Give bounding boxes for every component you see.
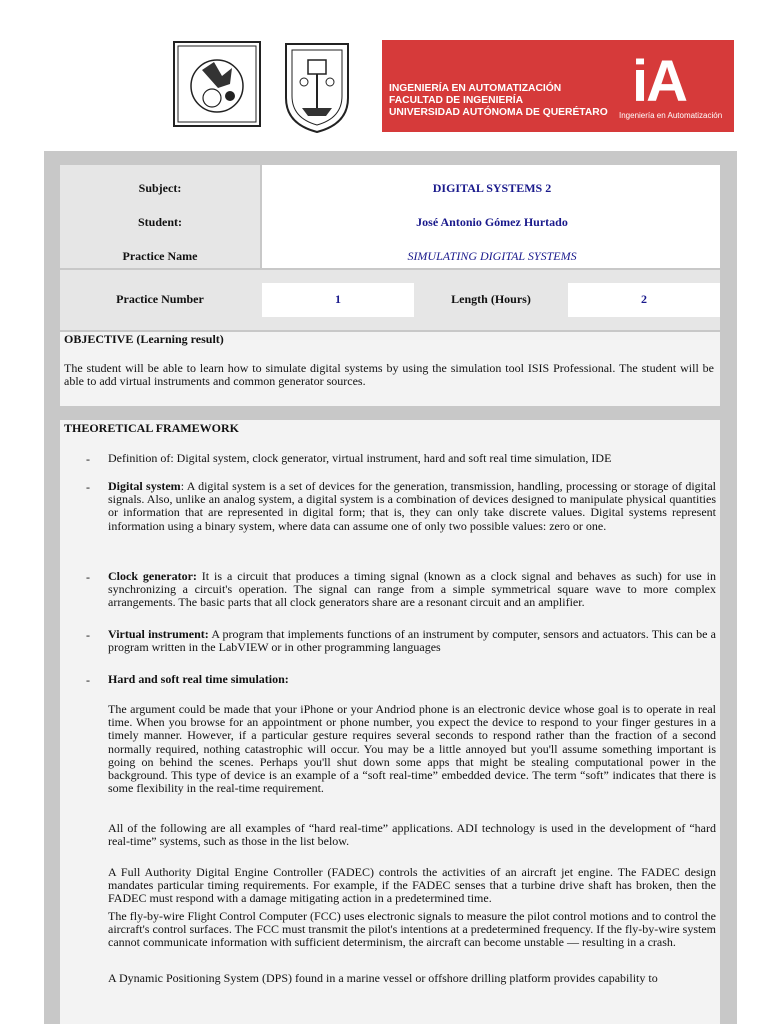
clock-generator-text: It is a circuit that produces a timing signal (known as a clock signal and behaves as such) for use in synchronizing a circuit's operation. The signal can range from a simple symmetrical square wave to more complex arrangements. The basic parts that all clock generators share are a resonant circuit and an amplifier. [108, 569, 716, 610]
real-time-paragraph-1: The argument could be made that your iPhone or your Andriod phone is an electronic device whose goal is to operate in real time. When you browse for an appointment or phone number, you expect the device to respond to your finger gestures in a timely manner. However, if a particular gesture requires several seconds to respond rather than the fraction of a second normally required, nothing catastrophic will occur. You may be a little annoyed but you'll assume something important is going on behind the scenes. Perhaps you'll shut down some apps that might be stealing computational power in the background. This type of device is an example of a “soft real-time” embedded device. The term “soft” indicates that there is some flexibility in the real-time requirement. [108, 702, 716, 796]
objective-section [60, 332, 720, 406]
practice-name-label: Practice Name [122, 249, 198, 263]
term-virtual-instrument: Virtual instrument: [108, 627, 209, 641]
subject-label: Subject: [138, 181, 182, 195]
virtual-instrument-text: A program that implements functions of an instrument by computer, sensors and actuators. This can be a program written in the LabVIEW or in other programming languages [108, 627, 716, 655]
real-time-paragraph-2: All of the following are all examples of “hard real-time” applications. ADI technology is used in the development of “hard real-time” systems, such as those in the list below. [108, 821, 716, 849]
bullet-dash: - [86, 628, 90, 642]
real-time-paragraph-5: A Dynamic Positioning System (DPS) found in a marine vessel or offshore drilling platform provides capability to [108, 971, 658, 985]
practice-number-label: Practice Number [116, 292, 204, 306]
term-digital-system: Digital system [108, 479, 181, 493]
practice-name-value: SIMULATING DIGITAL SYSTEMS [407, 249, 577, 263]
real-time-paragraph-4: The fly-by-wire Flight Control Computer (FCC) uses electronic signals to measure the pilot control motions and to control the aircraft's control surfaces. The FCC must transmit the pilot's intentions at a predetermined frequency. If the fly-by-wire system cannot communicate information with sufficient determinism, the aircraft can become unstable — resulting in a crash. [108, 909, 716, 950]
ia-logo: iA [632, 49, 686, 114]
bullet-dash: - [86, 570, 90, 584]
objective-text: The student will be able to learn how to simulate digital systems by using the simulation tool ISIS Professional. The student will be able to add virtual instruments and common generator sources. [64, 361, 714, 389]
framework-item-digital-system [108, 480, 716, 533]
length-label: Length (Hours) [451, 292, 531, 306]
student-value: José Antonio Gómez Hurtado [416, 215, 568, 229]
document-header [0, 0, 768, 150]
banner-line-3: UNIVERSIDAD AUTÓNOMA DE QUERÉTARO [389, 107, 608, 118]
framework-section [60, 420, 720, 1024]
bullet-dash: - [86, 452, 90, 466]
length-value: 2 [641, 292, 647, 306]
framework-item-virtual-instrument [108, 628, 716, 654]
term-hard-soft-real-time: Hard and soft real time simulation: [108, 672, 289, 686]
university-seal-graphic [172, 40, 262, 128]
real-time-paragraph-3: A Full Authority Digital Engine Controller (FADEC) controls the activities of an aircraft jet engine. The FADEC design mandates particular timing requirements. For example, if the FADEC senses that a turbine drive shaft has broken, then the FADEC must respond with a damage mitigating action in a predetermined time. [108, 865, 716, 906]
banner-line-2: FACULTAD DE INGENIERÍA [389, 95, 524, 106]
student-label: Student: [137, 215, 182, 229]
subject-value: DIGITAL SYSTEMS 2 [432, 181, 552, 195]
faculty-seal [282, 38, 352, 134]
banner-line-1: INGENIERÍA EN AUTOMATIZACIÓN [389, 83, 562, 94]
faculty-seal-graphic [282, 38, 352, 134]
bullet-dash: - [86, 673, 90, 687]
ia-logo-subtitle: Ingeniería en Automatización [619, 111, 723, 120]
practice-number-value: 1 [335, 292, 341, 306]
program-banner [382, 40, 734, 132]
framework-title: THEORETICAL FRAMEWORK [64, 421, 240, 435]
bullet-dash: - [86, 480, 90, 494]
banner-text [389, 83, 608, 119]
framework-item-definitions: Definition of: Digital system, clock generator, virtual instrument, hard and soft real time simulation, IDE [108, 451, 612, 465]
university-seal [172, 40, 262, 128]
framework-item-clock-generator [108, 570, 716, 610]
term-clock-generator: Clock generator: [108, 569, 197, 583]
digital-system-text: : A digital system is a set of devices for the generation, transmission, handling, processing or storage of digital signals. Also, unlike an analog system, a digital system is a combination of devices designed to manipulate physical quantities or information that are represented in digital form; that is, they can only take discrete values. Digital systems represent information using a binary system, where data can assume one of only two possible values: zero or one. [108, 479, 716, 533]
objective-title: OBJECTIVE (Learning result) [64, 332, 224, 346]
